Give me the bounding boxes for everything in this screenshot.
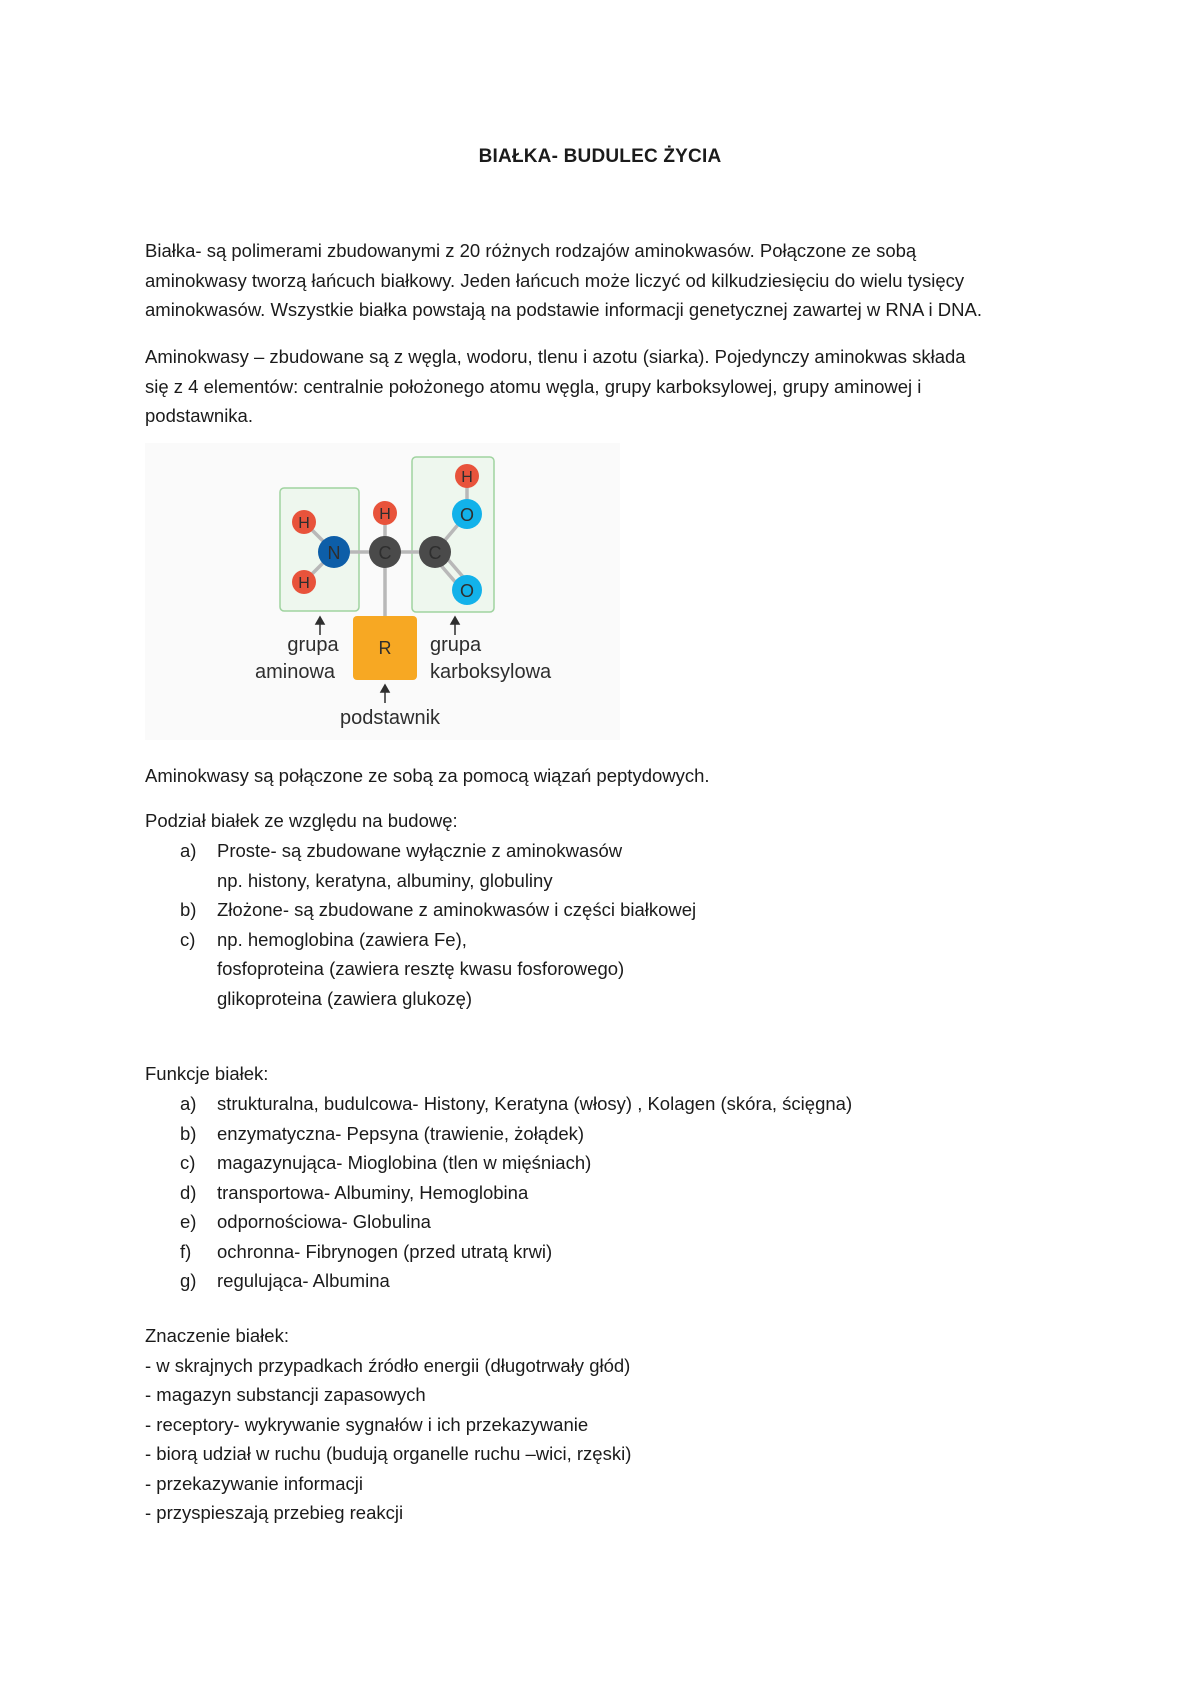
list-item-text: strukturalna, budulcowa- Histony, Keratyna (włosy) , Kolagen (skóra, ścięgna) [217,1093,853,1114]
peptide-paragraph [145,761,1075,791]
importance-item: - receptory- wykrywanie sygnałów i ich przekazywanie [145,1413,589,1435]
oxygen-atom-1 [452,499,482,529]
functions-list [145,1089,1075,1296]
list-item [145,1237,1075,1267]
list-item [145,1178,1075,1208]
atom-label: H [298,515,310,532]
importance-item: - przyspieszają przebieg reakcji [145,1502,404,1523]
oxygen-atom-2 [452,575,482,605]
atom-label: H [298,575,310,592]
amino-paragraph [145,342,1075,431]
list-item [145,836,1075,866]
intro-line: aminokwasów. Wszystkie białka powstają na podstawie informacji genetycznej zawartej w RNA i DNA. [145,299,982,320]
amino-line: Aminokwasy – zbudowane są z węgla, wodoru, tlenu i azotu (siarka). Pojedynczy aminokwas składa [145,346,966,367]
label-carboxyl-1: grupa [430,634,482,656]
r-group [353,616,417,680]
list-item-continuation: fosfoproteina (zawiera resztę kwasu fosforowego) [217,958,625,979]
list-marker: g) [180,1270,197,1291]
atom-label: H [461,469,473,486]
carbon-atom-carboxyl [419,536,451,568]
list-marker: e) [180,1211,197,1232]
list-item [145,1119,1075,1149]
list-item-text: Złożone- są zbudowane z aminokwasów i części białkowej [217,899,697,920]
atom-label: H [379,506,391,523]
amino-acid-diagram [145,443,620,740]
list-marker: c) [180,1152,196,1173]
peptide-line: Aminokwasy są połączone ze sobą za pomocą wiązań peptydowych. [145,765,710,786]
structure-list [145,836,1075,1013]
list-item-continuation: glikoproteina (zawiera glukozę) [217,987,473,1009]
functions-heading: Funkcje białek: [145,1063,269,1084]
atom-label: R [378,638,392,658]
amino-line: się z 4 elementów: centralnie położonego atomu węgla, grupy karboksylowej, grupy aminowej i [145,375,922,397]
list-marker: f) [180,1240,192,1262]
list-item [145,1207,1075,1237]
importance-item: - biorą udział w ruchu (budują organelle ruchu –wici, rzęski) [145,1443,632,1464]
list-marker: c) [180,928,196,950]
atom-label: O [459,581,475,601]
structure-heading: Podział białek ze względu na budowę: [145,810,458,831]
hydrogen-atom-1 [292,510,316,534]
importance-heading: Znaczenie białek: [145,1325,289,1346]
nitrogen-atom [318,536,350,568]
list-item-continuation: np. histony, keratyna, albuminy, globuliny [217,869,553,891]
atom-label: O [459,505,475,525]
amino-line: podstawnika. [145,405,253,426]
list-item-text: magazynująca- Mioglobina (tlen w mięśniach) [217,1152,592,1173]
list-item-text: transportowa- Albuminy, Hemoglobina [217,1181,529,1203]
carbon-atom-alpha [369,536,401,568]
hydrogen-atom-3 [373,501,397,525]
importance-section [145,1321,1075,1528]
list-marker: b) [180,1122,197,1144]
list-marker: b) [180,899,197,920]
hydrogen-atom-4 [455,464,479,488]
label-amino-1: grupa [287,634,339,656]
intro-line: aminokwasy tworzą łańcuch białkowy. Jeden łańcuch może liczyć od kilkudziesięciu do wielu tysięcy [145,269,965,291]
list-marker: d) [180,1181,197,1203]
hydrogen-atom-2 [292,570,316,594]
list-marker: a) [180,1093,197,1114]
importance-item: - przekazywanie informacji [145,1472,363,1494]
list-marker: a) [180,840,197,861]
list-item-text: enzymatyczna- Pepsyna (trawienie, żołądek) [217,1122,585,1144]
intro-line: Białka- są polimerami zbudowanymi z 20 różnych rodzajów aminokwasów. Połączone ze sobą [145,240,917,261]
list-item [145,925,1075,955]
importance-item: - w skrajnych przypadkach źródło energii (długotrwały głód) [145,1354,631,1376]
list-item [145,1089,1075,1119]
atom-label: N [327,543,341,563]
list-item [145,895,1075,925]
label-substituent: podstawnik [339,707,441,729]
label-carboxyl-2: karboksylowa [430,661,552,683]
atom-label: C [378,543,392,563]
list-item [145,1148,1075,1178]
list-item-text: odpornościowa- Globulina [217,1211,431,1232]
list-item-text: Proste- są zbudowane wyłącznie z aminokwasów [217,840,623,861]
importance-item: - magazyn substancji zapasowych [145,1384,426,1405]
list-item [145,1266,1075,1296]
list-item-text: regulująca- Albumina [217,1270,390,1291]
document-title: BIAŁKA- BUDULEC ŻYCIA [478,146,722,167]
label-amino-2: aminowa [254,661,336,683]
list-item-text: ochronna- Fibrynogen (przed utratą krwi) [217,1240,553,1262]
list-item-text: np. hemoglobina (zawiera Fe), [217,928,467,950]
atom-label: C [428,543,442,563]
intro-paragraph [145,236,1075,325]
